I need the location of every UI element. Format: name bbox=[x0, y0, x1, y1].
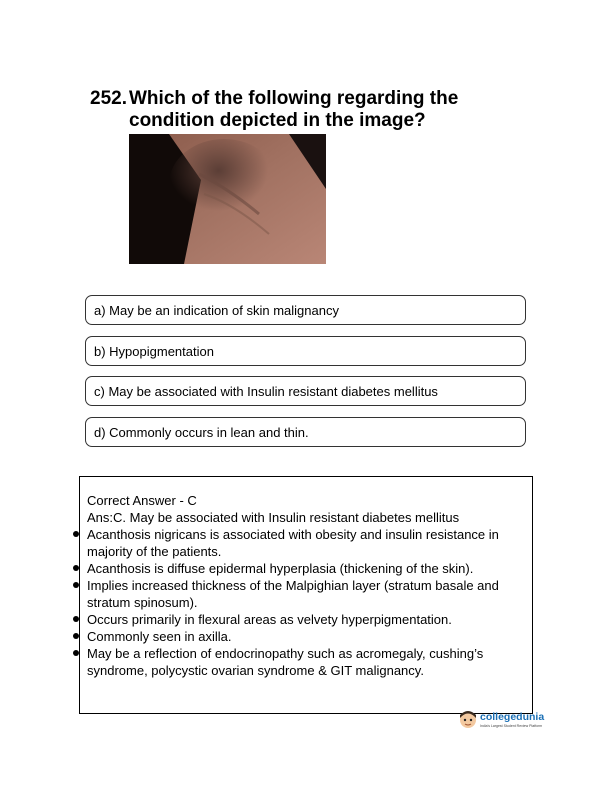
option-c[interactable]: c) May be associated with Insulin resistant diabetes mellitus bbox=[85, 376, 526, 406]
list-item: Occurs primarily in flexural areas as velvety hyperpigmentation. bbox=[87, 611, 527, 628]
brand-name: collegedunia bbox=[480, 711, 545, 723]
collegedunia-logo bbox=[458, 709, 558, 737]
option-d[interactable]: d) Commonly occurs in lean and thin. bbox=[85, 417, 526, 447]
brand-tagline: India's Largest Student Review Platform bbox=[480, 724, 543, 728]
bullet-icon bbox=[73, 565, 79, 571]
bullet-icon bbox=[73, 616, 79, 622]
list-item: May be a reflection of endocrinopathy such as acromegaly, cushing’s syndrome, polycystic ovarian syndrome & GIT malignancy. bbox=[87, 645, 527, 679]
list-item: Implies increased thickness of the Malpighian layer (stratum basale and stratum spinosum). bbox=[87, 577, 527, 611]
axilla-photo bbox=[129, 134, 326, 264]
list-item: Commonly seen in axilla. bbox=[87, 628, 527, 645]
option-a[interactable]: a) May be an indication of skin malignancy bbox=[85, 295, 526, 325]
correct-answer: Correct Answer - C bbox=[87, 493, 197, 508]
list-item: Acanthosis nigricans is associated with obesity and insulin resistance in majority of the patients. bbox=[87, 526, 527, 560]
mascot-icon bbox=[458, 709, 478, 731]
answer-box bbox=[79, 476, 533, 714]
bullet-icon bbox=[73, 633, 79, 639]
list-item: Acanthosis is diffuse epidermal hyperplasia (thickening of the skin). bbox=[87, 560, 527, 577]
bullet-icon bbox=[73, 650, 79, 656]
option-b[interactable]: b) Hypopigmentation bbox=[85, 336, 526, 366]
bullet-icon bbox=[73, 582, 79, 588]
question-number: 252. bbox=[90, 88, 127, 109]
bullet-icon bbox=[73, 531, 79, 537]
explanation-list bbox=[87, 526, 527, 679]
question-heading bbox=[90, 88, 530, 132]
answer-explanation: Ans:C. May be associated with Insulin resistant diabetes mellitus bbox=[87, 510, 460, 525]
question-text: Which of the following regarding the condition depicted in the image? bbox=[129, 88, 459, 131]
